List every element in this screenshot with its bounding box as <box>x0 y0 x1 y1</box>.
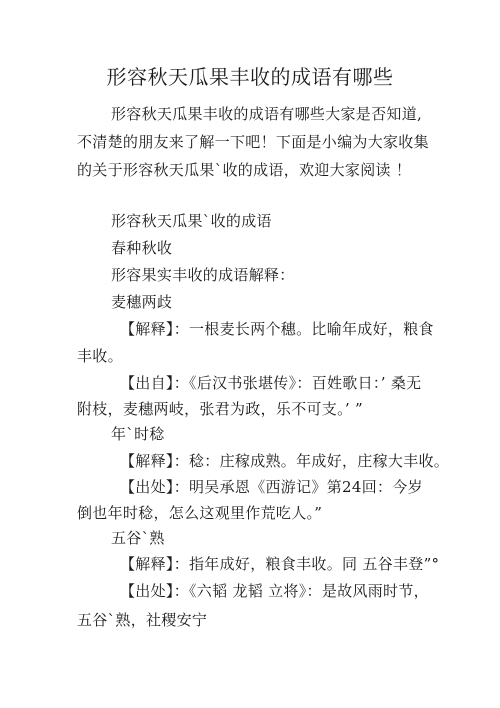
idiom-explanation: 【解释】：稔：庄稼成熟。年成好，庄稼大丰收。 <box>120 452 450 470</box>
subheading: 春种秋收 <box>111 239 173 257</box>
idiom-source-cont: 倒也年时稔，怎么这观里作荒吃人。” <box>77 504 323 522</box>
idiom-name: 年`时稔 <box>111 425 165 443</box>
intro-line: 的关于形容秋天瓜果`收的成语，欢迎大家阅读 ！ <box>77 161 412 179</box>
idiom-explanation-cont: 丰收。 <box>77 347 123 365</box>
intro-line: 形容秋天瓜果丰收的成语有哪些大家是否知道, <box>111 105 423 123</box>
idiom-source: 【出处】：明吴承恩《西游记》第24回：今岁 <box>120 478 423 496</box>
idiom-name: 五谷`熟 <box>111 529 165 547</box>
idiom-source-cont: 附枝，麦穗两岐，张君为政，乐不可支。’ ” <box>77 400 364 418</box>
idiom-explanation: 【解释】：一根麦长两个穗。比喻年成好，粮食 <box>120 320 434 338</box>
explain-intro: 形容果实丰收的成语解释： <box>111 266 295 284</box>
idiom-source-cont: 五谷`熟，社稷安宁 <box>77 611 208 629</box>
intro-line: 不清楚的朋友来了解一下吧！下面是小编为大家收集 <box>77 133 429 151</box>
idiom-source: 【出处】：《六韬 龙韬 立将》：是故风雨时节， <box>120 582 429 600</box>
idiom-name: 麦穗两歧 <box>111 293 173 311</box>
idiom-explanation: 【解释】：指年成好，粮食丰收。同 五谷丰登”° <box>120 555 440 573</box>
page-title: 形容秋天瓜果丰收的成语有哪些 <box>106 65 394 89</box>
idiom-source: 【出自】：《后汉书张堪传》：百姓歌日：’ 桑无 <box>120 374 422 392</box>
section-heading: 形容秋天瓜果`收的成语 <box>111 212 272 230</box>
